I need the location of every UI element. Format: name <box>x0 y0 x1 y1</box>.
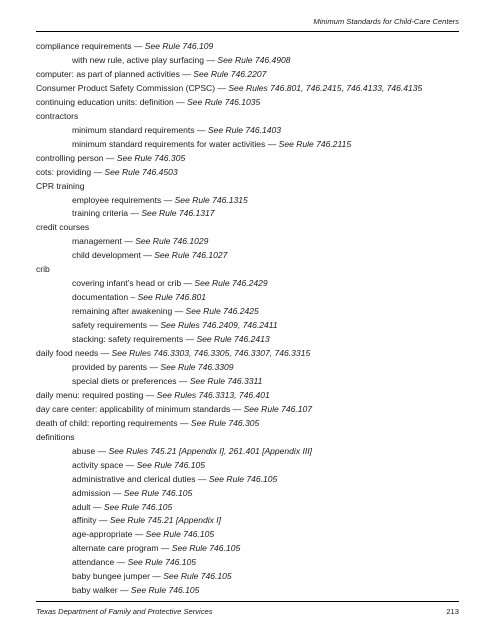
index-entry <box>36 403 456 417</box>
entry-rule-reference: See Rule 746.105 <box>136 459 206 470</box>
running-header-title: Minimum Standards for Child-Care Centers <box>313 17 459 26</box>
entry-rule-reference: See Rule 745.21 [Appendix I] <box>109 515 222 526</box>
entry-term: minimum standard requirements — <box>72 124 208 135</box>
entry-term: administrative and clerical duties — <box>72 473 209 484</box>
entry-term: remaining after awakening — <box>72 306 186 317</box>
entry-term: crib <box>36 264 50 275</box>
entry-rule-reference: See Rule 746.105 <box>208 473 278 484</box>
entry-term: activity space — <box>72 459 137 470</box>
index-subentry <box>36 319 456 333</box>
entry-rule-reference: See Rules 746.3303, 746.3305, 746.3307, 746.3315 <box>111 348 311 359</box>
index-subentry <box>36 333 456 347</box>
index-entry <box>36 82 456 96</box>
entry-rule-reference: See Rule 746.4908 <box>217 54 291 65</box>
index-subentry <box>36 584 456 598</box>
index-entry <box>36 180 456 194</box>
index-subentry <box>36 207 456 221</box>
index-subentry <box>36 514 456 528</box>
index-subentry <box>36 542 456 556</box>
entry-term: computer: as part of planned activities — <box>36 68 194 79</box>
entry-term: continuing education units: definition — <box>36 96 188 107</box>
entry-term: affinity — <box>72 515 110 526</box>
index-subentry <box>36 570 456 584</box>
entry-term: covering infant’s head or crib — <box>72 278 195 289</box>
entry-term: with new rule, active play surfacing — <box>72 54 218 65</box>
entry-term: documentation – <box>72 292 138 303</box>
entry-term: contractors <box>36 110 79 121</box>
footer-agency-name: Texas Department of Family and Protective Services <box>36 607 213 616</box>
entry-term: day care center: applicability of minimum standards — <box>36 403 244 414</box>
entry-rule-reference: See Rule 746.2429 <box>194 278 268 289</box>
entry-rule-reference: See Rule 746.105 <box>163 571 232 582</box>
entry-rule-reference: See Rule 746.107 <box>243 403 313 414</box>
entry-rule-reference: See Rule 746.1317 <box>141 208 215 219</box>
entry-rule-reference: See Rules 746.3313, 746.401 <box>156 389 270 400</box>
entry-rule-reference: See Rules 746.801, 746.2415, 746.4133, 746.4135 <box>228 83 423 94</box>
index-subentry <box>36 459 456 473</box>
index-subentry <box>36 291 456 305</box>
entry-term: daily menu: required posting — <box>36 389 157 400</box>
index-entry <box>36 68 456 82</box>
entry-rule-reference: See Rule 746.305 <box>190 417 260 428</box>
entry-rule-reference: See Rule 746.105 <box>130 585 200 596</box>
entry-rule-reference: See Rule 746.3311 <box>189 375 263 386</box>
entry-term: employee requirements — <box>72 194 175 205</box>
entry-rule-reference: See Rule 746.105 <box>123 487 193 498</box>
entry-term: definitions <box>36 431 75 442</box>
entry-rule-reference: See Rule 746.1027 <box>154 250 228 261</box>
entry-term: special diets or preferences — <box>72 375 190 386</box>
entry-rule-reference: See Rule 746.2207 <box>193 68 267 79</box>
index-subentry <box>36 375 456 389</box>
index-subentry <box>36 124 456 138</box>
entry-term: daily food needs — <box>36 348 112 359</box>
index-entry <box>36 389 456 403</box>
index-list <box>36 40 456 598</box>
entry-rule-reference: See Rule 746.105 <box>103 501 173 512</box>
entry-term: baby walker — <box>72 585 131 596</box>
entry-rule-reference: See Rules 745.21 [Appendix I], 261.401 [Appendix III] <box>108 445 312 456</box>
index-entry <box>36 110 456 124</box>
entry-term: credit courses <box>36 222 90 233</box>
index-subentry <box>36 54 456 68</box>
index-subentry <box>36 501 456 515</box>
entry-rule-reference: See Rules 746.2409, 746.2411 <box>160 320 278 331</box>
entry-rule-reference: See Rule 746.105 <box>145 529 215 540</box>
entry-rule-reference: See Rule 746.109 <box>144 41 214 51</box>
index-subentry <box>36 249 456 263</box>
index-subentry <box>36 473 456 487</box>
header-rule <box>36 31 459 32</box>
index-subentry <box>36 235 456 249</box>
entry-term: alternate care program — <box>72 543 172 554</box>
index-subentry <box>36 445 456 459</box>
entry-rule-reference: See Rule 746.1315 <box>174 194 248 205</box>
index-subentry <box>36 487 456 501</box>
entry-rule-reference: See Rule 746.2425 <box>185 306 259 317</box>
index-subentry <box>36 138 456 152</box>
index-subentry <box>36 528 456 542</box>
entry-rule-reference: See Rule 746.1035 <box>187 96 261 107</box>
entry-term: death of child: reporting requirements — <box>36 417 191 428</box>
entry-term: child development — <box>72 250 155 261</box>
entry-rule-reference: See Rule 746.4503 <box>104 166 178 177</box>
entry-rule-reference: See Rule 746.2413 <box>196 334 270 345</box>
footer-rule <box>36 601 459 602</box>
index-entry <box>36 96 456 110</box>
index-entry <box>36 152 456 166</box>
entry-rule-reference: See Rule 746.305 <box>116 152 186 163</box>
entry-term: minimum standard requirements for water activities — <box>72 138 279 149</box>
index-entry <box>36 40 456 54</box>
entry-rule-reference: See Rule 746.105 <box>127 557 197 568</box>
entry-rule-reference: See Rule 746.801 <box>137 292 207 303</box>
entry-term: age-appropriate — <box>72 529 146 540</box>
entry-term: safety requirements — <box>72 320 161 331</box>
index-entry <box>36 166 456 180</box>
index-entry <box>36 221 456 235</box>
index-entry <box>36 417 456 431</box>
index-subentry <box>36 277 456 291</box>
entry-rule-reference: See Rule 746.3309 <box>160 361 234 372</box>
entry-term: CPR training <box>36 180 85 191</box>
entry-term: management — <box>72 236 136 247</box>
index-subentry <box>36 305 456 319</box>
entry-term: stacking: safety requirements — <box>72 334 197 345</box>
entry-term: adult — <box>72 501 104 512</box>
entry-term: admission — <box>72 487 124 498</box>
entry-term: abuse — <box>72 445 109 456</box>
index-subentry <box>36 194 456 208</box>
entry-term: compliance requirements — <box>36 41 145 51</box>
entry-term: provided by parents — <box>72 361 161 372</box>
entry-term: attendance — <box>72 557 128 568</box>
entry-term: controlling person — <box>36 152 117 163</box>
entry-term: Consumer Product Safety Commission (CPSC) — <box>36 83 229 94</box>
entry-rule-reference: See Rule 746.105 <box>171 543 241 554</box>
entry-term: cots: providing — <box>36 166 105 177</box>
entry-term: baby bungee jumper — <box>72 571 164 582</box>
page-number: 213 <box>446 607 459 616</box>
index-subentry <box>36 361 456 375</box>
entry-rule-reference: See Rule 746.2115 <box>278 138 352 149</box>
entry-rule-reference: See Rule 746.1029 <box>135 236 209 247</box>
entry-term: training criteria — <box>72 208 142 219</box>
index-entry <box>36 347 456 361</box>
index-subentry <box>36 556 456 570</box>
entry-rule-reference: See Rule 746.1403 <box>207 124 282 135</box>
index-entry <box>36 431 456 445</box>
index-entry <box>36 263 456 277</box>
